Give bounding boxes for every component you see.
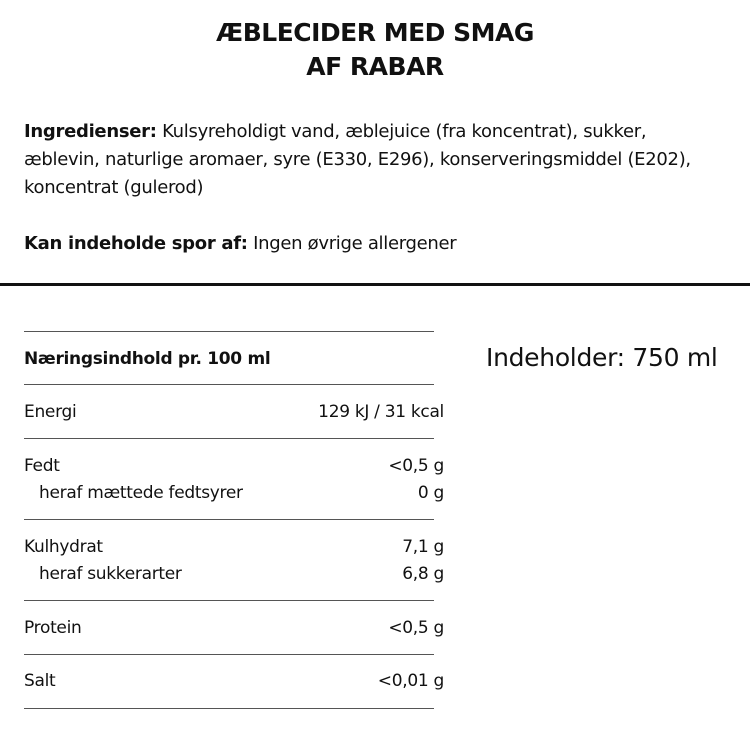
table-rule-bottom [24,708,434,709]
nutrient-name: Protein [24,618,82,638]
nutrient-name: Energi [24,402,77,422]
allergens-text: Ingen øvrige allergener [247,233,457,254]
title-line-2: AF RABAR [306,52,444,81]
table-rule-top [24,331,434,332]
table-rule [24,384,434,385]
nutrient-value: 7,1 g [402,537,444,557]
nutrient-value: 6,8 g [402,564,444,584]
ingredients-label: Ingredienser: [24,121,157,142]
ingredients-paragraph [24,118,724,202]
nutrition-header: Næringsindhold pr. 100 ml [24,349,271,369]
section-divider [0,283,750,286]
nutrient-value: <0,01 g [377,671,444,691]
allergens-label: Kan indeholde spor af: [24,233,248,254]
title-line-1: ÆBLECIDER MED SMAG [216,18,534,47]
nutrient-name: Salt [24,671,56,691]
nutrient-name: heraf mættede fedtsyrer [39,483,243,503]
nutrient-name: Fedt [24,456,60,476]
nutrient-value: 0 g [417,483,444,503]
nutrient-value: <0,5 g [388,456,444,476]
volume-statement: Indeholder: 750 ml [486,343,718,372]
ingredients-text: Kulsyreholdigt vand, æblejuice (fra koncentrat), sukker, æblevin, naturlige aromaer, syre (E330, E296), konserveringsmiddel (E202), koncentrat (gulerod) [24,121,691,198]
nutrient-name: Kulhydrat [24,537,103,557]
table-rule [24,438,434,439]
table-rule [24,600,434,601]
table-rule [24,654,434,655]
nutrient-value: 129 kJ / 31 kcal [318,402,444,422]
table-rule [24,519,434,520]
nutrient-value: <0,5 g [388,618,444,638]
product-title [0,16,750,84]
allergens-paragraph [24,230,724,258]
nutrient-name: heraf sukkerarter [39,564,182,584]
